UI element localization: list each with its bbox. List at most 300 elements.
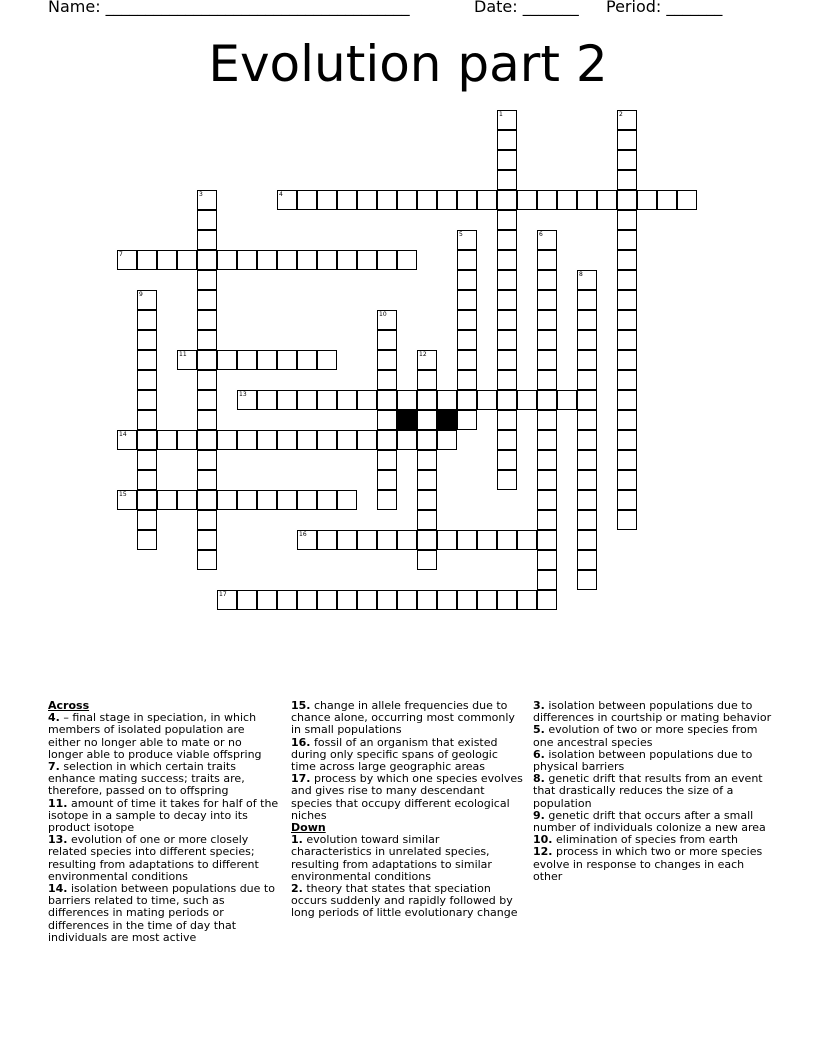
grid-cell[interactable] — [377, 450, 397, 470]
grid-cell[interactable] — [277, 350, 297, 370]
grid-cell[interactable] — [457, 290, 477, 310]
grid-cell[interactable] — [417, 470, 437, 490]
grid-cell[interactable] — [377, 190, 397, 210]
clue-number: 10 — [379, 311, 387, 318]
grid-cell[interactable] — [497, 130, 517, 150]
grid-cell[interactable] — [497, 290, 517, 310]
grid-cell[interactable] — [497, 350, 517, 370]
grid-cell[interactable] — [417, 530, 437, 550]
grid-cell[interactable] — [137, 390, 157, 410]
grid-cell[interactable] — [417, 410, 437, 430]
grid-cell[interactable] — [217, 350, 237, 370]
grid-cell[interactable] — [117, 490, 137, 510]
grid-cell[interactable] — [377, 490, 397, 510]
grid-cell[interactable] — [537, 350, 557, 370]
clue-label: 13. — [48, 833, 68, 847]
grid-cell[interactable] — [357, 190, 377, 210]
grid-cell[interactable] — [277, 430, 297, 450]
grid-cell[interactable] — [457, 590, 477, 610]
clue-label: 6. — [533, 747, 545, 761]
grid-cell[interactable] — [377, 530, 397, 550]
down-heading: Down — [291, 821, 326, 835]
grid-cell[interactable] — [477, 190, 497, 210]
grid-cell[interactable] — [357, 250, 377, 270]
grid-cell[interactable] — [537, 430, 557, 450]
grid-cell[interactable] — [277, 590, 297, 610]
clue-number: 6 — [539, 231, 543, 238]
clue-label: 14. — [48, 882, 68, 896]
clue-number: 9 — [139, 291, 143, 298]
grid-cell[interactable] — [617, 210, 637, 230]
grid-cell[interactable] — [197, 290, 217, 310]
grid-cell[interactable] — [157, 490, 177, 510]
grid-cell[interactable] — [297, 250, 317, 270]
grid-cell[interactable] — [617, 490, 637, 510]
clue-text: process in which two or more species evolve in response to changes in each other — [533, 845, 763, 883]
grid-cell[interactable] — [317, 530, 337, 550]
page-title: Evolution part 2 — [208, 35, 608, 93]
grid-cell[interactable] — [197, 450, 217, 470]
across-clue — [291, 737, 523, 774]
grid-cell[interactable] — [577, 430, 597, 450]
grid-cell[interactable] — [537, 410, 557, 430]
down-clue — [533, 773, 773, 810]
grid-cell[interactable] — [577, 290, 597, 310]
grid-cell[interactable] — [237, 490, 257, 510]
grid-cell[interactable] — [577, 450, 597, 470]
grid-cell[interactable] — [417, 450, 437, 470]
grid-cell[interactable] — [537, 470, 557, 490]
grid-cell[interactable] — [177, 250, 197, 270]
grid-cell[interactable] — [137, 530, 157, 550]
grid-cell[interactable] — [257, 490, 277, 510]
grid-cell[interactable] — [497, 190, 517, 210]
grid-cell[interactable] — [417, 190, 437, 210]
grid-cell[interactable] — [397, 590, 417, 610]
grid-cell[interactable] — [577, 390, 597, 410]
grid-cell[interactable] — [617, 350, 637, 370]
grid-cell[interactable] — [537, 490, 557, 510]
grid-cell[interactable] — [497, 310, 517, 330]
grid-cell[interactable] — [457, 390, 477, 410]
grid-cell[interactable] — [297, 190, 317, 210]
grid-cell[interactable] — [137, 370, 157, 390]
grid-cell[interactable] — [397, 390, 417, 410]
clue-number: 3 — [199, 191, 203, 198]
grid-cell[interactable] — [617, 190, 637, 210]
grid-cell[interactable] — [337, 250, 357, 270]
grid-cell[interactable] — [417, 490, 437, 510]
grid-cell[interactable] — [497, 430, 517, 450]
grid-cell[interactable] — [497, 410, 517, 430]
grid-cell[interactable] — [137, 290, 157, 310]
grid-cell[interactable] — [217, 430, 237, 450]
grid-cell[interactable] — [197, 270, 217, 290]
grid-cell[interactable] — [197, 190, 217, 210]
grid-cell[interactable] — [617, 250, 637, 270]
across-clue — [48, 712, 280, 761]
clue-column-2 — [291, 700, 523, 920]
grid-cell[interactable] — [617, 410, 637, 430]
grid-cell[interactable] — [457, 250, 477, 270]
grid-cell[interactable] — [297, 350, 317, 370]
grid-cell[interactable] — [617, 270, 637, 290]
grid-cell[interactable] — [457, 230, 477, 250]
grid-cell[interactable] — [137, 450, 157, 470]
date-field[interactable]: Date: _______ — [474, 0, 579, 16]
grid-cell[interactable] — [617, 390, 637, 410]
clue-label: 9. — [533, 808, 545, 822]
grid-cell[interactable] — [217, 490, 237, 510]
grid-cell[interactable] — [197, 530, 217, 550]
grid-cell[interactable] — [457, 270, 477, 290]
grid-cell[interactable] — [577, 410, 597, 430]
clue-label: 1. — [291, 833, 303, 847]
grid-cell[interactable] — [577, 310, 597, 330]
grid-cell[interactable] — [317, 490, 337, 510]
grid-cell[interactable] — [137, 350, 157, 370]
grid-cell[interactable] — [457, 330, 477, 350]
grid-cell[interactable] — [337, 190, 357, 210]
grid-cell[interactable] — [137, 410, 157, 430]
grid-cell[interactable] — [337, 590, 357, 610]
grid-cell[interactable] — [317, 250, 337, 270]
grid-cell[interactable] — [457, 410, 477, 430]
grid-cell[interactable] — [137, 310, 157, 330]
grid-cell[interactable] — [497, 330, 517, 350]
clue-text: theory that states that speciation occurs suddenly and rapidly followed by long periods of little evolutionary change — [291, 882, 518, 920]
grid-cell[interactable] — [537, 590, 557, 610]
grid-cell[interactable] — [377, 390, 397, 410]
grid-cell[interactable] — [137, 430, 157, 450]
grid-cell[interactable] — [297, 390, 317, 410]
grid-cell[interactable] — [417, 590, 437, 610]
clue-column-1 — [48, 700, 280, 944]
grid-cell[interactable] — [497, 530, 517, 550]
clue-number: 7 — [119, 251, 123, 258]
grid-cell[interactable] — [137, 510, 157, 530]
grid-cell[interactable] — [537, 230, 557, 250]
grid-cell[interactable] — [497, 590, 517, 610]
grid-cell[interactable] — [617, 310, 637, 330]
grid-cell[interactable] — [377, 370, 397, 390]
clue-text: selection in which certain traits enhance mating success; traits are, therefore, passed on to offspring — [48, 760, 245, 798]
grid-cell[interactable] — [297, 530, 317, 550]
grid-cell[interactable] — [177, 430, 197, 450]
grid-cell[interactable] — [317, 350, 337, 370]
across-clue — [48, 883, 280, 944]
grid-cell[interactable] — [577, 190, 597, 210]
clue-label: 8. — [533, 772, 545, 786]
grid-cell[interactable] — [277, 390, 297, 410]
grid-cell[interactable] — [457, 350, 477, 370]
grid-cell[interactable] — [317, 430, 337, 450]
grid-cell[interactable] — [657, 190, 677, 210]
grid-cell[interactable] — [577, 330, 597, 350]
grid-cell[interactable] — [177, 490, 197, 510]
grid-cell[interactable] — [437, 390, 457, 410]
grid-cell[interactable] — [557, 390, 577, 410]
grid-cell[interactable] — [137, 490, 157, 510]
clue-text: fossil of an organism that existed during only specific spans of geologic time across large geographic areas — [291, 735, 498, 774]
grid-cell[interactable] — [377, 350, 397, 370]
grid-cell[interactable] — [557, 190, 577, 210]
grid-cell[interactable] — [437, 190, 457, 210]
grid-cell[interactable] — [457, 190, 477, 210]
grid-cell[interactable] — [337, 430, 357, 450]
grid-cell[interactable] — [617, 450, 637, 470]
grid-cell[interactable] — [537, 510, 557, 530]
clue-label: 5. — [533, 723, 545, 737]
grid-cell[interactable] — [257, 430, 277, 450]
grid-cell[interactable] — [577, 270, 597, 290]
grid-cell[interactable] — [237, 350, 257, 370]
grid-cell[interactable] — [417, 350, 437, 370]
clue-number: 11 — [179, 351, 187, 358]
grid-cell[interactable] — [617, 430, 637, 450]
black-square — [397, 410, 417, 430]
clue-text: isolation between populations due to differences in courtship or mating behavior — [533, 699, 772, 725]
grid-cell[interactable] — [197, 330, 217, 350]
grid-cell[interactable] — [637, 190, 657, 210]
grid-cell[interactable] — [457, 310, 477, 330]
grid-cell[interactable] — [137, 330, 157, 350]
grid-cell[interactable] — [537, 370, 557, 390]
grid-cell[interactable] — [617, 510, 637, 530]
clue-number: 16 — [299, 531, 307, 538]
grid-cell[interactable] — [537, 390, 557, 410]
grid-cell[interactable] — [197, 230, 217, 250]
grid-cell[interactable] — [497, 270, 517, 290]
grid-cell[interactable] — [417, 430, 437, 450]
grid-cell[interactable] — [117, 430, 137, 450]
grid-cell[interactable] — [617, 230, 637, 250]
grid-cell[interactable] — [537, 250, 557, 270]
grid-cell[interactable] — [617, 330, 637, 350]
grid-cell[interactable] — [297, 490, 317, 510]
grid-cell[interactable] — [537, 550, 557, 570]
grid-cell[interactable] — [357, 530, 377, 550]
grid-cell[interactable] — [497, 110, 517, 130]
grid-cell[interactable] — [497, 170, 517, 190]
grid-cell[interactable] — [377, 590, 397, 610]
clue-label: 17. — [291, 772, 311, 786]
clue-number: 12 — [419, 351, 427, 358]
grid-cell[interactable] — [257, 390, 277, 410]
clue-text: isolation between populations due to physical barriers — [533, 747, 753, 774]
grid-cell[interactable] — [417, 550, 437, 570]
clue-number: 1 — [499, 111, 503, 118]
period-field[interactable]: Period: _______ — [606, 0, 723, 16]
grid-cell[interactable] — [577, 510, 597, 530]
grid-cell[interactable] — [197, 550, 217, 570]
grid-cell[interactable] — [177, 350, 197, 370]
grid-cell[interactable] — [377, 250, 397, 270]
grid-cell[interactable] — [297, 590, 317, 610]
grid-cell[interactable] — [517, 390, 537, 410]
grid-cell[interactable] — [497, 150, 517, 170]
grid-cell[interactable] — [237, 390, 257, 410]
grid-cell[interactable] — [237, 430, 257, 450]
grid-cell[interactable] — [577, 350, 597, 370]
grid-cell[interactable] — [537, 570, 557, 590]
grid-cell[interactable] — [517, 590, 537, 610]
name-field[interactable]: Name: ______________________________________ — [48, 0, 410, 16]
grid-cell[interactable] — [197, 510, 217, 530]
clue-number: 14 — [119, 431, 127, 438]
grid-cell[interactable] — [197, 370, 217, 390]
grid-cell[interactable] — [577, 370, 597, 390]
grid-cell[interactable] — [577, 530, 597, 550]
grid-cell[interactable] — [537, 190, 557, 210]
grid-cell[interactable] — [277, 190, 297, 210]
grid-cell[interactable] — [197, 410, 217, 430]
grid-cell[interactable] — [317, 190, 337, 210]
grid-cell[interactable] — [377, 330, 397, 350]
grid-cell[interactable] — [537, 330, 557, 350]
grid-cell[interactable] — [537, 290, 557, 310]
grid-cell[interactable] — [157, 430, 177, 450]
clue-label: 3. — [533, 699, 545, 712]
grid-cell[interactable] — [357, 590, 377, 610]
grid-cell[interactable] — [257, 590, 277, 610]
clue-label: 16. — [291, 735, 311, 749]
grid-cell[interactable] — [537, 530, 557, 550]
down-clue — [291, 883, 523, 920]
grid-cell[interactable] — [217, 250, 237, 270]
grid-cell[interactable] — [517, 530, 537, 550]
grid-cell[interactable] — [397, 190, 417, 210]
grid-cell[interactable] — [197, 310, 217, 330]
grid-cell[interactable] — [397, 430, 417, 450]
grid-cell[interactable] — [377, 310, 397, 330]
grid-cell[interactable] — [397, 250, 417, 270]
grid-cell[interactable] — [437, 430, 457, 450]
grid-cell[interactable] — [537, 270, 557, 290]
grid-cell[interactable] — [197, 470, 217, 490]
grid-cell[interactable] — [617, 110, 637, 130]
grid-cell[interactable] — [617, 290, 637, 310]
grid-cell[interactable] — [217, 590, 237, 610]
grid-cell[interactable] — [617, 150, 637, 170]
grid-cell[interactable] — [617, 170, 637, 190]
grid-cell[interactable] — [137, 470, 157, 490]
grid-cell[interactable] — [337, 530, 357, 550]
clue-number: 15 — [119, 491, 127, 498]
grid-cell[interactable] — [417, 390, 437, 410]
grid-cell[interactable] — [477, 390, 497, 410]
grid-cell[interactable] — [297, 430, 317, 450]
grid-cell[interactable] — [197, 250, 217, 270]
grid-cell[interactable] — [597, 190, 617, 210]
clue-label: 12. — [533, 845, 553, 859]
grid-cell[interactable] — [477, 530, 497, 550]
grid-cell[interactable] — [397, 530, 417, 550]
down-clue — [533, 700, 773, 724]
clue-text: evolution toward similar characteristics in unrelated species, resulting from adaptations to similar environmental conditions — [291, 833, 492, 883]
grid-cell[interactable] — [577, 490, 597, 510]
grid-cell[interactable] — [197, 210, 217, 230]
grid-cell[interactable] — [617, 130, 637, 150]
grid-cell[interactable] — [617, 370, 637, 390]
grid-cell[interactable] — [237, 250, 257, 270]
grid-cell[interactable] — [457, 530, 477, 550]
grid-cell[interactable] — [197, 390, 217, 410]
grid-cell[interactable] — [197, 490, 217, 510]
grid-cell[interactable] — [677, 190, 697, 210]
grid-cell[interactable] — [417, 370, 437, 390]
grid-cell[interactable] — [197, 430, 217, 450]
clue-label: 7. — [48, 760, 60, 774]
down-clue — [533, 724, 773, 748]
clue-text: evolution of two or more species from one ancestral species — [533, 723, 758, 749]
grid-cell[interactable] — [117, 250, 137, 270]
grid-cell[interactable] — [497, 450, 517, 470]
grid-cell[interactable] — [497, 390, 517, 410]
grid-cell[interactable] — [377, 430, 397, 450]
across-clue — [48, 834, 280, 883]
clue-text: genetic drift that results from an event that drastically reduces the size of a population — [533, 772, 763, 810]
grid-cell[interactable] — [517, 190, 537, 210]
grid-cell[interactable] — [577, 570, 597, 590]
clue-label: 11. — [48, 796, 68, 810]
grid-cell[interactable] — [477, 590, 497, 610]
clue-label: 15. — [291, 699, 311, 712]
grid-cell[interactable] — [457, 370, 477, 390]
grid-cell[interactable] — [257, 250, 277, 270]
clue-number: 8 — [579, 271, 583, 278]
grid-cell[interactable] — [257, 350, 277, 370]
grid-cell[interactable] — [497, 230, 517, 250]
grid-cell[interactable] — [437, 590, 457, 610]
grid-cell[interactable] — [357, 430, 377, 450]
grid-cell[interactable] — [497, 370, 517, 390]
grid-cell[interactable] — [497, 210, 517, 230]
clue-text: process by which one species evolves and gives rise to many descendant species that occupy different ecological niches — [291, 772, 523, 822]
grid-cell[interactable] — [277, 490, 297, 510]
grid-cell[interactable] — [277, 250, 297, 270]
grid-cell[interactable] — [497, 470, 517, 490]
grid-cell[interactable] — [337, 390, 357, 410]
grid-cell[interactable] — [157, 250, 177, 270]
grid-cell[interactable] — [537, 310, 557, 330]
grid-cell[interactable] — [437, 530, 457, 550]
grid-cell[interactable] — [337, 490, 357, 510]
down-clue — [291, 834, 523, 883]
grid-cell[interactable] — [577, 470, 597, 490]
grid-cell[interactable] — [537, 450, 557, 470]
grid-cell[interactable] — [317, 390, 337, 410]
clue-number: 13 — [239, 391, 247, 398]
grid-cell[interactable] — [377, 410, 397, 430]
grid-cell[interactable] — [197, 350, 217, 370]
grid-cell[interactable] — [617, 470, 637, 490]
grid-cell[interactable] — [497, 250, 517, 270]
grid-cell[interactable] — [237, 590, 257, 610]
grid-cell[interactable] — [417, 510, 437, 530]
grid-cell[interactable] — [317, 590, 337, 610]
grid-cell[interactable] — [357, 390, 377, 410]
clue-text: genetic drift that occurs after a small number of individuals colonize a new area — [533, 808, 766, 835]
grid-cell[interactable] — [137, 250, 157, 270]
clue-text: elimination of species from earth — [552, 833, 739, 847]
grid-cell[interactable] — [377, 470, 397, 490]
black-square — [437, 410, 457, 430]
grid-cell[interactable] — [577, 550, 597, 570]
clue-label: 2. — [291, 882, 303, 896]
clue-label: 10. — [533, 833, 553, 847]
clue-text: change in allele frequencies due to chance alone, occurring most commonly in small populations — [291, 699, 515, 737]
